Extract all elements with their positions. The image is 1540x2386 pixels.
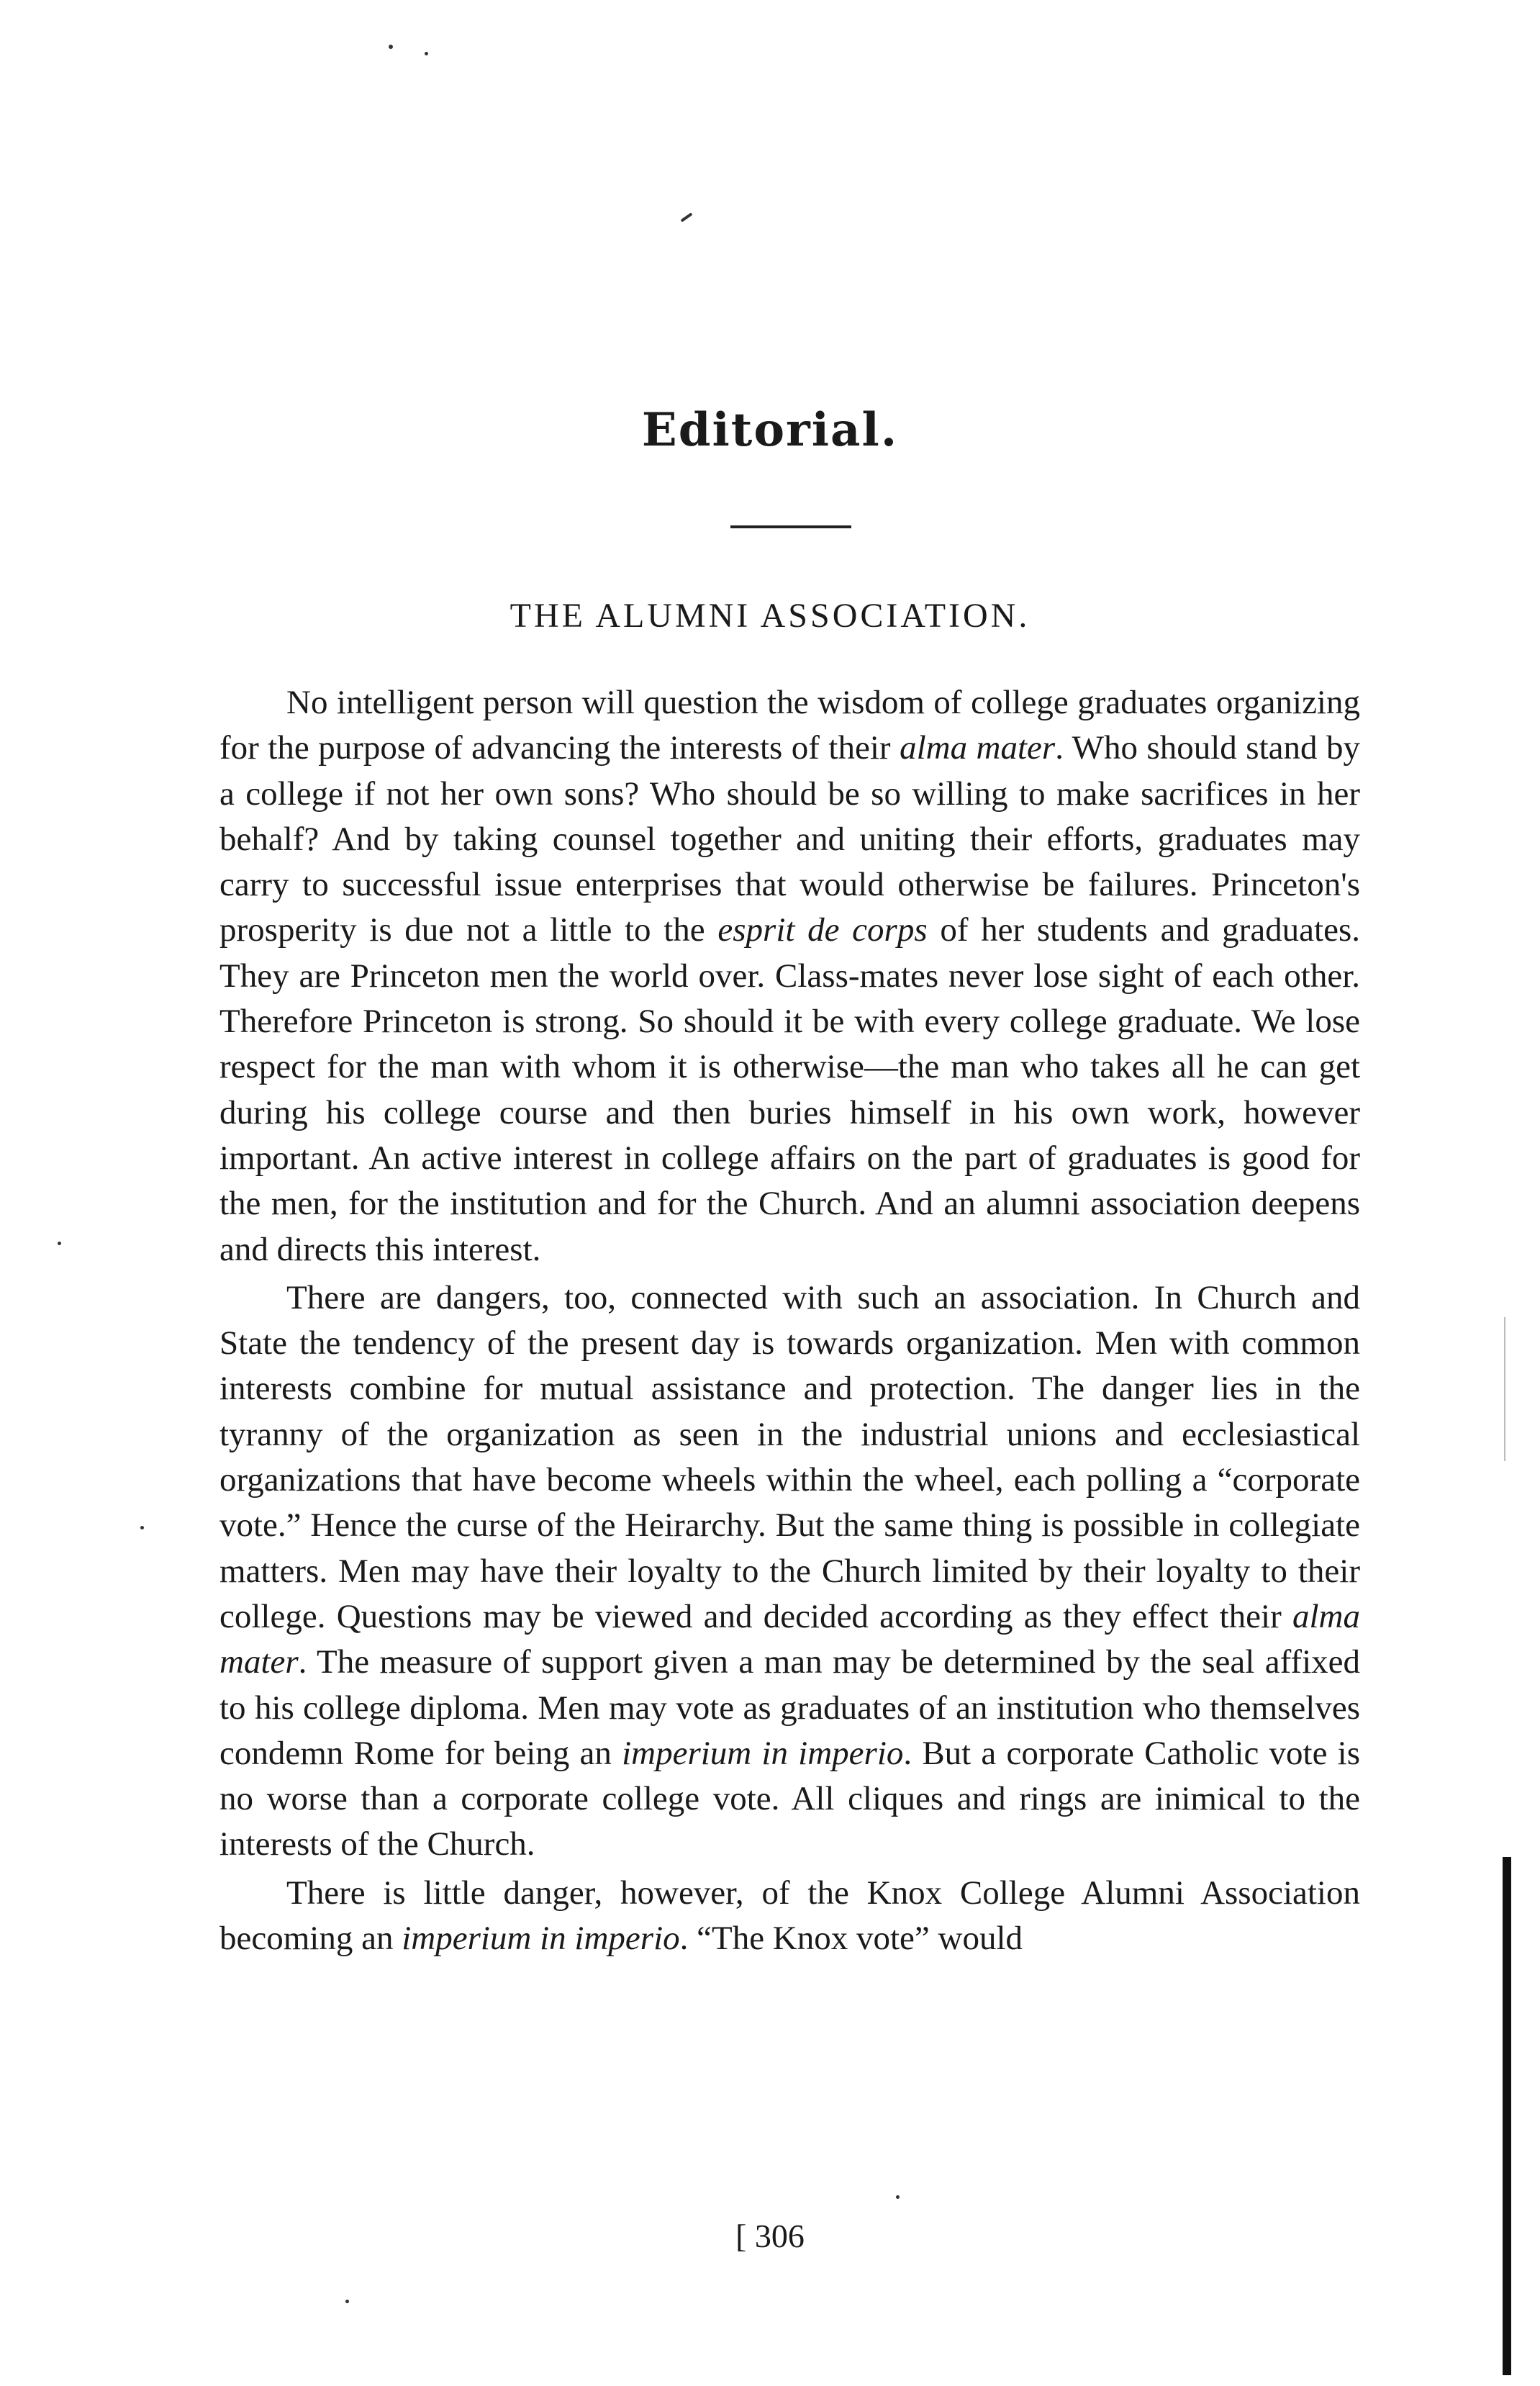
text-run: . “The Knox vote” would <box>679 1920 1023 1958</box>
scan-speck <box>896 2195 900 2199</box>
scan-margin-bar <box>1503 1857 1511 2375</box>
section-heading: Editorial. <box>641 403 899 457</box>
scan-margin-line <box>1504 1317 1505 1461</box>
heading-rule <box>730 525 851 528</box>
italic-run: alma mater <box>900 729 1056 767</box>
italic-run: imperium in imperio <box>402 1920 680 1958</box>
text-run: There is little danger, however, of the Knox College Alumni Association becoming an <box>219 1874 1360 1958</box>
scan-speck <box>680 212 692 222</box>
scan-speck <box>425 52 428 55</box>
text-run: of her students and graduates. They are Princeton men the world over. Class-mates never lose sight of each other. Therefore Princeton is strong. So should it be with every college graduate. We lose respect for the man with whom it is otherwise—the man who takes all he can get during his college course and then buries himself in his own work, however important. An active interest in college affairs on the part of graduates is good for the men, for the institution and for the Church. And an alumni association deepens and directs this interest. <box>219 911 1360 1268</box>
italic-run: esprit de corps <box>717 911 928 949</box>
text-run: . But a corporate Catholic vote is no worse than a corporate college vote. All cliques and rings are inimical to the interests of the Church. <box>219 1734 1360 1863</box>
paragraph <box>219 1275 1360 1868</box>
italic-run: imperium in imperio <box>622 1734 904 1772</box>
text-run: . Who should stand by a college if not her own sons? Who should be so willing to make sacrifices in her behalf? And by taking counsel together and uniting their efforts, graduates may carry to successful issue enterprises that would otherwise be failures. Princeton's prosperity is due not a little to the <box>219 729 1360 949</box>
scan-speck <box>58 1242 61 1245</box>
text-run: There are dangers, too, connected with such an association. In Church and State the tendency of the present day is towards organization. Men with common interests combine for mutual assistance and protection. The danger lies in the tyranny of the organization as seen in the industrial unions and ecclesiastical organizations that have become wheels within the wheel, each polling a “corporate vote.” Hence the curse of the Heirarchy. But the same thing is possible in collegiate matters. Men may have their loyalty to the Church limited by their loyalty to their college. Questions may be viewed and decided according as they effect their <box>219 1278 1360 1635</box>
text-run: No intelligent person will question the wisdom of college graduates organizing for the purpose of advancing the interests of their <box>219 684 1360 767</box>
article-title: THE ALUMNI ASSOCIATION. <box>509 597 1031 635</box>
scan-speck <box>389 45 393 49</box>
page-number: [ 306 <box>735 2218 805 2254</box>
italic-run: alma mater <box>219 1597 1360 1681</box>
paragraph <box>219 680 1360 1273</box>
article-body <box>219 680 1360 1961</box>
scan-speck <box>140 1526 144 1529</box>
scan-speck <box>345 2300 349 2303</box>
paragraph <box>219 1871 1360 1962</box>
text-run: . The measure of support given a man may be determined by the seal affixed to his college diploma. Men may vote as graduates of an institution who themselves condemn Rome for being an <box>219 1643 1360 1772</box>
